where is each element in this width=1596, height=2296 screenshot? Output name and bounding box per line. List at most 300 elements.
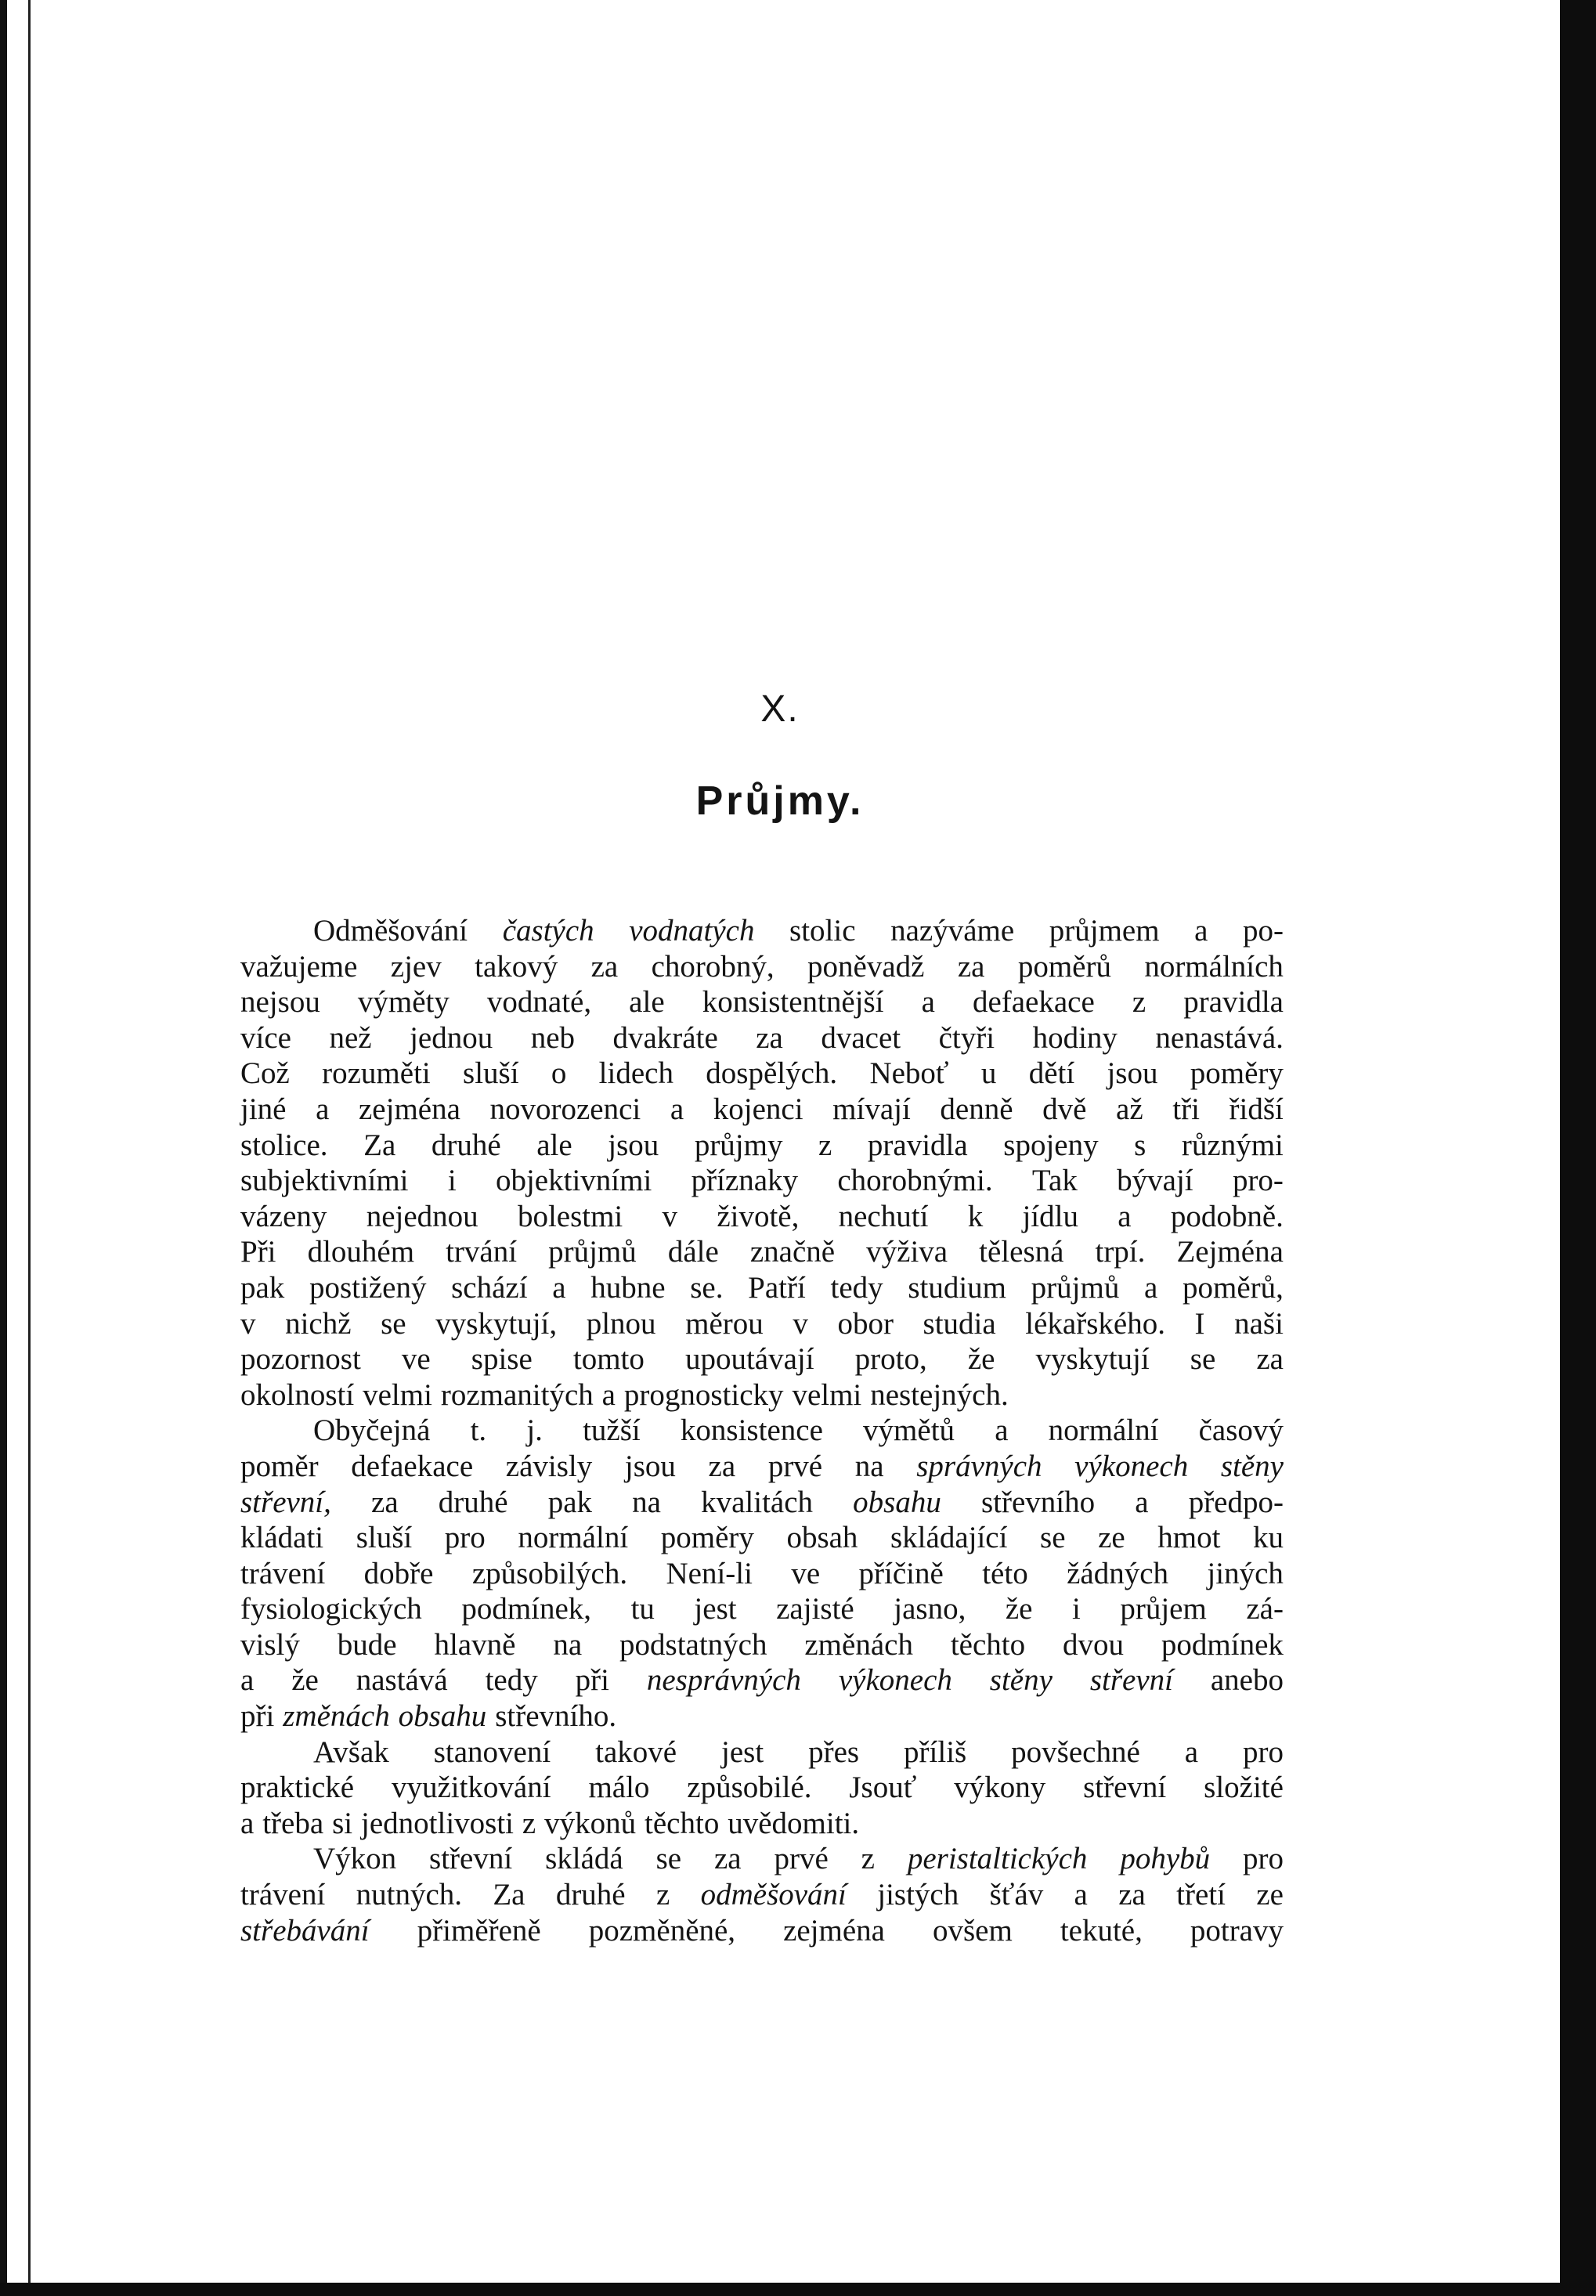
word: dvakráte bbox=[612, 1020, 718, 1055]
word: tužší bbox=[583, 1413, 641, 1448]
word: Není-li bbox=[666, 1556, 753, 1590]
word: příčině bbox=[858, 1556, 944, 1590]
word: jsou bbox=[608, 1128, 659, 1162]
word: Obyčejná bbox=[313, 1413, 431, 1448]
word: nastává bbox=[356, 1663, 448, 1698]
word: v bbox=[793, 1306, 808, 1341]
text-line bbox=[240, 1199, 1284, 1235]
word: dvacet bbox=[821, 1020, 901, 1055]
word: různými bbox=[1181, 1128, 1284, 1162]
word: předpo- bbox=[1188, 1485, 1284, 1519]
word: ale bbox=[536, 1128, 572, 1162]
text-line bbox=[240, 1841, 1284, 1877]
italic-word: stěny bbox=[1220, 1449, 1284, 1483]
word: ve bbox=[791, 1556, 821, 1590]
word: žádných bbox=[1067, 1556, 1169, 1590]
word: a bbox=[1074, 1878, 1088, 1912]
word: nenastává. bbox=[1155, 1020, 1284, 1055]
word: a bbox=[995, 1413, 1009, 1448]
word: tedy bbox=[485, 1663, 538, 1698]
word: časový bbox=[1198, 1413, 1284, 1448]
text-line bbox=[240, 1591, 1284, 1627]
text-line bbox=[240, 1234, 1284, 1270]
word: se bbox=[1040, 1521, 1066, 1555]
word: defaekace bbox=[351, 1449, 474, 1483]
text-line bbox=[240, 1377, 1284, 1413]
word: dospělých. bbox=[706, 1056, 838, 1091]
word: chorobný, bbox=[651, 949, 775, 984]
word: anebo bbox=[1210, 1663, 1284, 1698]
text-line bbox=[240, 1627, 1284, 1663]
word: poměry bbox=[1190, 1056, 1284, 1091]
word: pro bbox=[1243, 1842, 1284, 1876]
word: u bbox=[980, 1056, 997, 1091]
word: normálních bbox=[1144, 949, 1284, 984]
word: tedy bbox=[830, 1270, 883, 1305]
word: pro bbox=[1242, 1735, 1284, 1769]
word: výživa bbox=[866, 1235, 948, 1269]
word: se bbox=[381, 1306, 406, 1341]
word: normální bbox=[518, 1521, 629, 1555]
scan-edge-bottom bbox=[0, 2283, 1596, 2296]
word: hubne bbox=[590, 1270, 666, 1305]
text-line bbox=[240, 1556, 1284, 1592]
word: za bbox=[708, 1449, 736, 1483]
word: fysiologických bbox=[240, 1592, 422, 1626]
word: stolice. bbox=[240, 1128, 328, 1162]
word: způsobilých. bbox=[471, 1556, 628, 1590]
word: objektivními bbox=[495, 1164, 652, 1198]
word: po- bbox=[1243, 914, 1284, 948]
word: poněvadž bbox=[807, 949, 925, 984]
text-line bbox=[240, 1056, 1284, 1092]
word: i bbox=[1071, 1592, 1081, 1626]
body-text bbox=[240, 913, 1284, 1948]
word: zejména bbox=[358, 1092, 460, 1126]
word: trávení bbox=[240, 1878, 326, 1912]
scan-edge-left-line bbox=[28, 0, 31, 2296]
word: a bbox=[601, 1377, 616, 1412]
word: využitkování bbox=[391, 1771, 551, 1805]
word: dětí bbox=[1028, 1056, 1075, 1091]
word: nazýváme bbox=[890, 914, 1015, 948]
word: že bbox=[1005, 1592, 1033, 1626]
word: hodiny bbox=[1032, 1020, 1118, 1055]
word: chorobnými. bbox=[837, 1164, 993, 1198]
word: pozornost bbox=[240, 1342, 361, 1377]
word: výkony bbox=[954, 1771, 1046, 1805]
word: a bbox=[240, 1806, 255, 1840]
word: skládající bbox=[890, 1521, 1008, 1555]
word: závisly bbox=[505, 1449, 593, 1483]
text-line bbox=[240, 1662, 1284, 1699]
word: ale bbox=[629, 985, 665, 1020]
word: postižený bbox=[309, 1270, 427, 1305]
text-line bbox=[240, 1735, 1284, 1771]
word: tu bbox=[630, 1592, 655, 1626]
word: normální bbox=[1048, 1413, 1159, 1448]
word: s bbox=[1134, 1128, 1146, 1162]
word: z bbox=[1132, 985, 1146, 1020]
word: potravy bbox=[1190, 1913, 1284, 1948]
word: obor bbox=[837, 1306, 894, 1341]
word: vázeny bbox=[240, 1199, 327, 1233]
word: a bbox=[1135, 1485, 1149, 1519]
word: nutných. bbox=[356, 1878, 463, 1912]
word: studium bbox=[908, 1270, 1006, 1305]
word: poměr bbox=[240, 1449, 319, 1483]
word: povšechné bbox=[1011, 1735, 1140, 1769]
word: pak bbox=[240, 1270, 285, 1305]
word: takový bbox=[475, 949, 558, 984]
word: měrou bbox=[685, 1306, 764, 1341]
word: konsistentnější bbox=[702, 985, 884, 1020]
word: Za bbox=[363, 1128, 396, 1162]
italic-word: vodnatých bbox=[629, 914, 755, 948]
word: jídlu bbox=[1022, 1199, 1078, 1233]
italic-word: obsahu bbox=[398, 1699, 487, 1734]
word: jednotlivosti bbox=[361, 1806, 514, 1840]
word: ovšem bbox=[932, 1913, 1013, 1948]
word: za bbox=[1256, 1342, 1284, 1377]
word: za bbox=[1118, 1878, 1146, 1912]
word: ku bbox=[1253, 1521, 1284, 1555]
text-line bbox=[240, 949, 1284, 985]
text-line bbox=[240, 1520, 1284, 1556]
word: vyskytují bbox=[1035, 1342, 1150, 1377]
word: skládá bbox=[545, 1842, 623, 1876]
word: se. bbox=[690, 1270, 724, 1305]
word: těchto bbox=[950, 1627, 1026, 1662]
text-line bbox=[240, 1341, 1284, 1377]
word: více bbox=[240, 1020, 291, 1055]
text-line bbox=[240, 1877, 1284, 1913]
word: schází bbox=[451, 1270, 528, 1305]
italic-word: obsahu bbox=[853, 1485, 941, 1519]
word: této bbox=[982, 1556, 1028, 1590]
word: dvě bbox=[1042, 1092, 1087, 1126]
italic-word: střevní, bbox=[240, 1485, 331, 1519]
word: a bbox=[1184, 1735, 1199, 1769]
word: a bbox=[921, 985, 935, 1020]
word: přiměřeně bbox=[417, 1913, 541, 1948]
word: z bbox=[861, 1842, 875, 1876]
word: si bbox=[332, 1806, 353, 1840]
italic-word: střebávání bbox=[240, 1913, 370, 1948]
word: t. bbox=[470, 1413, 487, 1448]
word: v bbox=[240, 1306, 256, 1341]
word: takové bbox=[595, 1735, 677, 1769]
word: okolností bbox=[240, 1377, 355, 1412]
word: poměrů, bbox=[1183, 1270, 1284, 1305]
word: za bbox=[371, 1485, 399, 1519]
word: na bbox=[553, 1627, 583, 1662]
word: jsou bbox=[624, 1449, 676, 1483]
word: Avšak bbox=[313, 1735, 389, 1769]
word: subjektivními bbox=[240, 1164, 409, 1198]
word: pravidla bbox=[867, 1128, 968, 1162]
italic-word: nesprávných bbox=[646, 1663, 801, 1698]
word: dlouhém bbox=[307, 1235, 415, 1269]
italic-word: pohybů bbox=[1120, 1842, 1211, 1876]
word: konsistence bbox=[680, 1413, 823, 1448]
word: pravidla bbox=[1183, 985, 1284, 1020]
word: tělesná bbox=[979, 1235, 1064, 1269]
word: rozmanitých bbox=[440, 1377, 594, 1412]
word: kojenci bbox=[713, 1092, 803, 1126]
word: prognosticky bbox=[623, 1377, 784, 1412]
word: zajisté bbox=[776, 1592, 854, 1626]
word: velmi bbox=[792, 1377, 862, 1412]
word: že bbox=[967, 1342, 995, 1377]
word: šťáv bbox=[989, 1878, 1044, 1912]
word: vislý bbox=[240, 1627, 300, 1662]
word: a bbox=[1118, 1199, 1132, 1233]
word: dobře bbox=[363, 1556, 434, 1590]
word: trpí. bbox=[1095, 1235, 1146, 1269]
word: řidší bbox=[1229, 1092, 1284, 1126]
word: Patří bbox=[748, 1270, 806, 1305]
word: prvé bbox=[774, 1842, 829, 1876]
word: lidech bbox=[598, 1056, 673, 1091]
word: průjmem bbox=[1049, 914, 1160, 948]
word: střevního bbox=[980, 1485, 1096, 1519]
word: druhé bbox=[438, 1485, 508, 1519]
word: pak bbox=[547, 1485, 593, 1519]
text-line bbox=[240, 1163, 1284, 1199]
word: příliš bbox=[904, 1735, 967, 1769]
word: neb bbox=[530, 1020, 576, 1055]
word: a bbox=[1194, 914, 1208, 948]
italic-word: stěny bbox=[989, 1663, 1053, 1698]
word: zjev bbox=[390, 949, 442, 984]
word: poměry bbox=[660, 1521, 754, 1555]
word: proto, bbox=[854, 1342, 927, 1377]
word: jednou bbox=[410, 1020, 493, 1055]
word: za bbox=[590, 949, 619, 984]
word: čtyři bbox=[938, 1020, 995, 1055]
text-line bbox=[240, 1913, 1284, 1949]
word: Což bbox=[240, 1056, 290, 1091]
word: jiných bbox=[1207, 1556, 1284, 1590]
word: přes bbox=[808, 1735, 860, 1769]
word: zá- bbox=[1246, 1592, 1284, 1626]
text-line bbox=[240, 1128, 1284, 1164]
word: vyskytují, bbox=[435, 1306, 558, 1341]
word: složité bbox=[1204, 1771, 1284, 1805]
word: plnou bbox=[586, 1306, 656, 1341]
word: z bbox=[818, 1128, 832, 1162]
text-line bbox=[240, 1270, 1284, 1306]
word: k bbox=[967, 1199, 984, 1233]
word: průjmů bbox=[1031, 1270, 1120, 1305]
word: podmínek bbox=[1161, 1627, 1284, 1662]
word: ze bbox=[1098, 1521, 1125, 1555]
word: I bbox=[1194, 1306, 1205, 1341]
word: stolic bbox=[789, 914, 856, 948]
word: jest bbox=[694, 1592, 737, 1626]
word: trávení bbox=[240, 1556, 326, 1590]
word: v bbox=[662, 1199, 678, 1233]
word: obsah bbox=[786, 1521, 858, 1555]
text-line bbox=[240, 1806, 1284, 1842]
text-line bbox=[240, 1485, 1284, 1521]
word: j. bbox=[526, 1413, 543, 1448]
word: nestejných. bbox=[870, 1377, 1009, 1412]
word: Výkon bbox=[313, 1842, 397, 1876]
chapter-number: X. bbox=[760, 688, 800, 730]
word: tekuté, bbox=[1060, 1913, 1143, 1948]
word: vodnaté, bbox=[486, 985, 592, 1020]
word: denně bbox=[940, 1092, 1013, 1126]
word: střevní bbox=[1083, 1771, 1167, 1805]
word: kládati bbox=[240, 1521, 324, 1555]
word: kvalitách bbox=[701, 1485, 814, 1519]
word: těchto bbox=[645, 1806, 720, 1840]
word: Odměšování bbox=[313, 914, 468, 948]
word: a bbox=[240, 1663, 255, 1698]
word: važujeme bbox=[240, 949, 358, 984]
word: velmi bbox=[363, 1377, 432, 1412]
word: příznaky bbox=[691, 1164, 799, 1198]
word: až bbox=[1116, 1092, 1143, 1126]
word: z bbox=[655, 1878, 670, 1912]
italic-word: změnách bbox=[283, 1699, 390, 1734]
chapter-title: Průjmy. bbox=[695, 778, 865, 824]
text-line bbox=[240, 1020, 1284, 1056]
word: Tak bbox=[1031, 1164, 1078, 1198]
word: a bbox=[552, 1270, 566, 1305]
word: průjem bbox=[1120, 1592, 1207, 1626]
word: dále bbox=[667, 1235, 719, 1269]
word: výkonů bbox=[544, 1806, 637, 1840]
scan-edge-left bbox=[0, 0, 7, 2296]
word: podobně. bbox=[1170, 1199, 1284, 1233]
text-line bbox=[240, 1306, 1284, 1342]
word: sluší bbox=[356, 1521, 413, 1555]
word: ve bbox=[401, 1342, 431, 1377]
word: pro bbox=[444, 1521, 486, 1555]
word: bolestmi bbox=[517, 1199, 623, 1233]
text-line bbox=[240, 984, 1284, 1020]
word: nejsou bbox=[240, 985, 320, 1020]
word: způsobilé. bbox=[687, 1771, 812, 1805]
italic-word: výkonech bbox=[1074, 1449, 1189, 1483]
word: bývají bbox=[1117, 1164, 1193, 1198]
word: defaekace bbox=[972, 985, 1095, 1020]
text-line bbox=[240, 1699, 1284, 1735]
word: že bbox=[291, 1663, 319, 1698]
word: za bbox=[957, 949, 985, 984]
word: Zejména bbox=[1176, 1235, 1284, 1269]
word: stanovení bbox=[433, 1735, 551, 1769]
word: z bbox=[522, 1806, 536, 1840]
word: rozuměti bbox=[322, 1056, 431, 1091]
word: mívají bbox=[832, 1092, 911, 1126]
word: praktické bbox=[240, 1771, 355, 1805]
italic-word: správných bbox=[916, 1449, 1042, 1483]
italic-word: střevní bbox=[1089, 1663, 1173, 1698]
italic-word: odměšování bbox=[700, 1878, 847, 1912]
word: a bbox=[670, 1092, 684, 1126]
word: jiné bbox=[240, 1092, 287, 1126]
word: při bbox=[575, 1663, 609, 1698]
word: za bbox=[713, 1842, 742, 1876]
word: než bbox=[329, 1020, 372, 1055]
text-line bbox=[240, 1092, 1284, 1128]
word: trvání bbox=[446, 1235, 518, 1269]
word: nejednou bbox=[366, 1199, 478, 1233]
scan-edge-right bbox=[1560, 0, 1596, 2296]
word: jistých bbox=[877, 1878, 959, 1912]
word: málo bbox=[588, 1771, 650, 1805]
word: lékařského. bbox=[1025, 1306, 1165, 1341]
word: jasno, bbox=[894, 1592, 966, 1626]
word: uvědomiti. bbox=[728, 1806, 860, 1840]
word: zejména bbox=[783, 1913, 885, 1948]
word: prvé bbox=[767, 1449, 823, 1483]
word: hmot bbox=[1157, 1521, 1221, 1555]
word: Za bbox=[493, 1878, 525, 1912]
word: o bbox=[551, 1056, 567, 1091]
word: třeba bbox=[262, 1806, 324, 1840]
word: na bbox=[632, 1485, 661, 1519]
word: průjmů bbox=[548, 1235, 637, 1269]
word: tři bbox=[1172, 1092, 1200, 1126]
word: i bbox=[447, 1164, 457, 1198]
word: na bbox=[854, 1449, 884, 1483]
word: a bbox=[316, 1092, 330, 1126]
word: jsou bbox=[1107, 1056, 1158, 1091]
word: tomto bbox=[572, 1342, 645, 1377]
word: jest bbox=[721, 1735, 764, 1769]
italic-word: častých bbox=[502, 914, 594, 948]
word: podmínek, bbox=[461, 1592, 592, 1626]
word: se bbox=[655, 1842, 682, 1876]
word: nechutí bbox=[838, 1199, 929, 1233]
word: novorozenci bbox=[489, 1092, 641, 1126]
word: výměty bbox=[357, 985, 450, 1020]
word: třetí bbox=[1176, 1878, 1226, 1912]
italic-word: výkonech bbox=[838, 1663, 952, 1698]
word: při bbox=[240, 1699, 275, 1734]
word: pro- bbox=[1232, 1164, 1284, 1198]
word: bude bbox=[337, 1627, 397, 1662]
word: naši bbox=[1234, 1306, 1284, 1341]
word: dvou bbox=[1063, 1627, 1125, 1662]
word: průjmy bbox=[694, 1128, 783, 1162]
word: výmětů bbox=[863, 1413, 955, 1448]
word: poměrů bbox=[1017, 949, 1111, 984]
text-line bbox=[240, 913, 1284, 949]
italic-word: peristaltických bbox=[907, 1842, 1088, 1876]
word: změnách bbox=[804, 1627, 913, 1662]
word: upoutávají bbox=[684, 1342, 814, 1377]
word: hlavně bbox=[434, 1627, 516, 1662]
text-line bbox=[240, 1449, 1284, 1485]
word: sluší bbox=[463, 1056, 519, 1091]
text-line bbox=[240, 1413, 1284, 1449]
word: značně bbox=[749, 1235, 836, 1269]
word: ze bbox=[1256, 1878, 1284, 1912]
word: a bbox=[1144, 1270, 1158, 1305]
word: druhé bbox=[555, 1878, 626, 1912]
text-line bbox=[240, 1770, 1284, 1806]
word: Při bbox=[240, 1235, 276, 1269]
word: životě, bbox=[717, 1199, 800, 1233]
word: nichž bbox=[285, 1306, 352, 1341]
word: podstatných bbox=[619, 1627, 767, 1662]
